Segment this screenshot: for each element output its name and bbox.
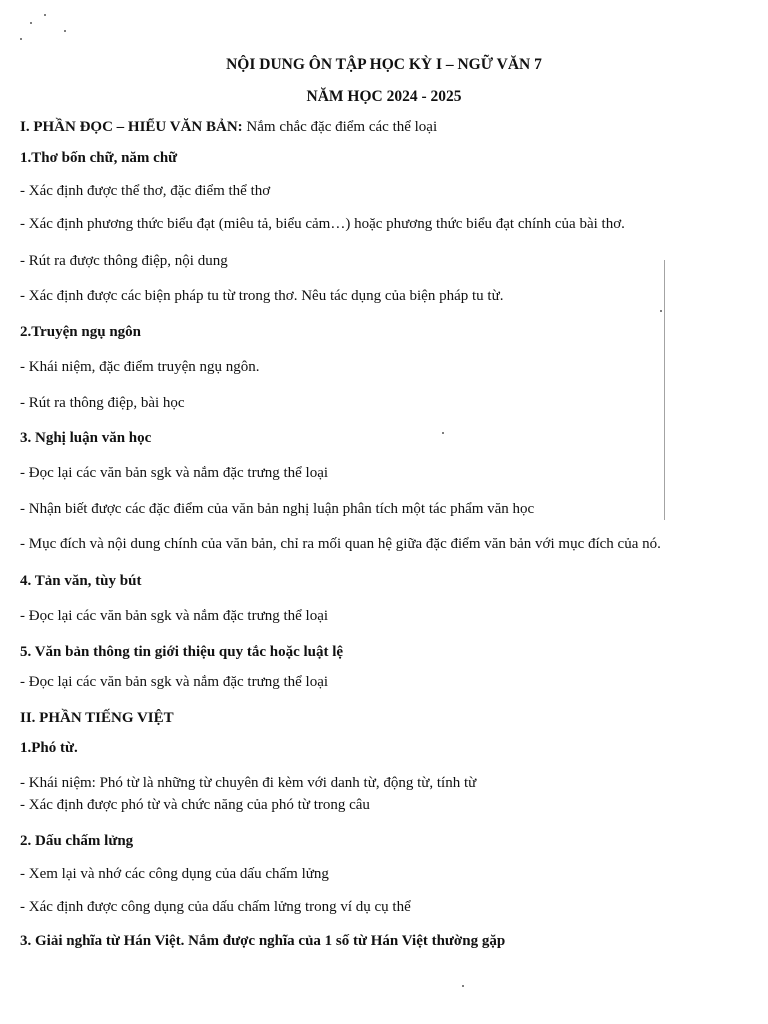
scan-speck <box>462 985 464 987</box>
list-item: - Đọc lại các văn bản sgk và nắm đặc trưng thể loại <box>20 608 329 624</box>
list-item: - Khái niệm, đặc điểm truyện ngụ ngôn. <box>20 359 260 375</box>
scan-speck <box>44 14 46 16</box>
scan-speck <box>30 22 32 24</box>
sub-heading-ellipsis: 2. Dấu chấm lửng <box>20 833 134 849</box>
sub-heading-fable: 2.Truyện ngụ ngôn <box>20 324 142 340</box>
list-item: - Rút ra được thông điệp, nội dung <box>20 253 228 269</box>
scan-speck <box>442 432 444 434</box>
list-item: - Đọc lại các văn bản sgk và nắm đặc trưng thể loại <box>20 674 329 690</box>
document-title: NỘI DUNG ÔN TẬP HỌC KỲ I – NGỮ VĂN 7 <box>226 56 542 73</box>
section2-heading: II. PHẦN TIẾNG VIỆT <box>20 710 174 726</box>
section1-heading: I. PHẦN ĐỌC – HIỂU VĂN BẢN: <box>20 119 243 135</box>
sub-heading-poetry: 1.Thơ bốn chữ, năm chữ <box>20 150 178 166</box>
list-item: - Xác định phương thức biểu đạt (miêu tả, biểu cảm…) hoặc phương thức biểu đạt chính của bài thơ. <box>20 216 625 232</box>
list-item: - Rút ra thông điệp, bài học <box>20 395 185 411</box>
sub-heading-adverb: 1.Phó từ. <box>20 740 78 756</box>
list-item: - Xác định được thể thơ, đặc điểm thể thơ <box>20 183 271 199</box>
scan-speck <box>660 310 662 312</box>
list-item: - Xem lại và nhớ các công dụng của dấu chấm lửng <box>20 866 329 882</box>
scan-speck <box>64 30 66 32</box>
list-item: - Nhận biết được các đặc điểm của văn bản nghị luận phân tích một tác phẩm văn học <box>20 501 535 517</box>
list-item: - Đọc lại các văn bản sgk và nắm đặc trưng thể loại <box>20 465 329 481</box>
scan-speck <box>20 38 22 40</box>
sub-heading-informational-text: 5. Văn bản thông tin giới thiệu quy tắc hoặc luật lệ <box>20 644 344 660</box>
school-year: NĂM HỌC 2024 - 2025 <box>306 88 462 105</box>
list-item: - Xác định được các biện pháp tu từ trong thơ. Nêu tác dụng của biện pháp tu từ. <box>20 288 504 304</box>
section1-heading-note: Nắm chắc đặc điểm các thể loại <box>246 119 438 135</box>
section1-heading-line <box>20 118 437 136</box>
sub-heading-essay: 4. Tản văn, tùy bút <box>20 573 142 589</box>
list-item: - Khái niệm: Phó từ là những từ chuyên đi kèm với danh từ, động từ, tính từ <box>20 775 477 791</box>
list-item: - Mục đích và nội dung chính của văn bản, chỉ ra mối quan hệ giữa đặc điểm văn bản với mục đích của nó. <box>20 536 661 552</box>
list-item: - Xác định được phó từ và chức năng của phó từ trong câu <box>20 797 370 813</box>
sub-heading-sino-vietnamese: 3. Giải nghĩa từ Hán Việt. Nắm được nghĩa của 1 số từ Hán Việt thường gặp <box>20 933 506 949</box>
scan-line-mark <box>664 260 665 520</box>
sub-heading-literary-argument: 3. Nghị luận văn học <box>20 430 152 446</box>
list-item: - Xác định được công dụng của dấu chấm lửng trong ví dụ cụ thể <box>20 899 411 915</box>
